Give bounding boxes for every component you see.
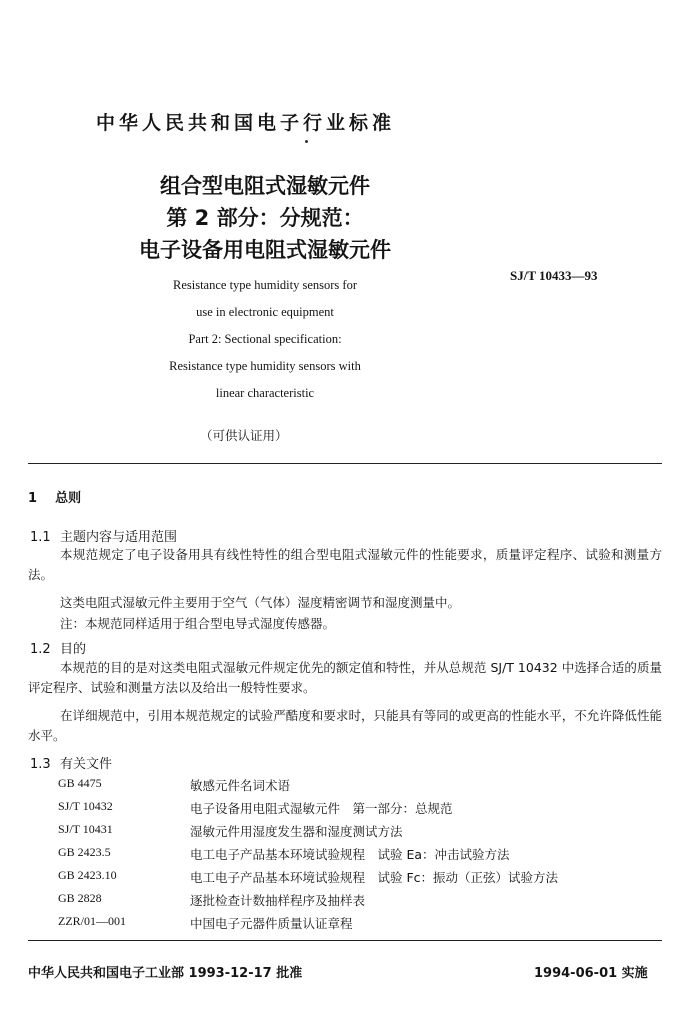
clause-1-1-heading <box>30 526 177 545</box>
clause-1-2-para2 <box>28 706 662 746</box>
paragraph-text: 本规范规定了电子设备用具有线性特性的组合型电阻式湿敏元件的性能要求，质量评定程序、试验和测量方法。 <box>28 547 662 582</box>
ref-title: 逐批检查计数抽样程序及抽样表 <box>190 893 366 908</box>
title-cn-line1: 组合型电阻式湿敏元件 <box>160 174 370 198</box>
implementation-date: 1994-06-01 实施 <box>534 966 648 981</box>
header-rule <box>28 463 662 464</box>
ref-code: ZZR/01—001 <box>58 914 126 928</box>
title-en-line4: Resistance type humidity sensors with <box>169 359 361 373</box>
clause-1-2-para1 <box>28 658 662 698</box>
clause-1-1-para2: 这类电阻式湿敏元件主要用于空气（气体）湿度精密调节和湿度测量中。 <box>60 595 461 610</box>
clause-number: 1.1 <box>30 530 51 545</box>
section-title: 总则 <box>55 491 82 506</box>
ref-code: SJ/T 10431 <box>58 822 113 836</box>
clause-1-2-heading <box>30 638 86 657</box>
ref-title: 敏感元件名词术语 <box>190 778 291 793</box>
clause-1-1-para1 <box>28 545 662 585</box>
ref-title: 电工电子产品基本环境试验规程 试验 Ea：冲击试验方法 <box>190 847 510 862</box>
ref-title: 电工电子产品基本环境试验规程 试验 Fc：振动（正弦）试验方法 <box>190 870 559 885</box>
clause-number: 1.3 <box>30 757 51 772</box>
title-en-line5: linear characteristic <box>215 386 315 400</box>
title-en-line1: Resistance type humidity sensors for <box>173 278 357 292</box>
section-number: 1 <box>28 491 38 506</box>
standard-number: SJ/T 10433—93 <box>510 268 598 283</box>
footer-rule <box>28 940 662 941</box>
ref-title: 中国电子元器件质量认证章程 <box>190 916 353 931</box>
issuing-authority: 中华人民共和国电子行业标准 <box>96 112 396 134</box>
clause-title: 有关文件 <box>60 757 113 772</box>
ref-code: GB 2423.10 <box>58 868 117 882</box>
approval-line: 中华人民共和国电子工业部 1993-12-17 批准 <box>28 966 303 981</box>
paragraph-text: 在详细规范中，引用本规范规定的试验严酷度和要求时，只能具有等同的或更高的性能水平，不允许降低性能水平。 <box>28 708 662 743</box>
decorative-dot <box>305 140 308 143</box>
ref-title: 湿敏元件用湿度发生器和湿度测试方法 <box>190 824 403 839</box>
paragraph-text: 本规范的目的是对这类电阻式湿敏元件规定优先的额定值和特性，并从总规范 SJ/T 10432 中选择合适的质量评定程序、试验和测量方法以及给出一般特性要求。 <box>28 660 662 695</box>
ref-code: GB 4475 <box>58 776 102 790</box>
clause-1-1-note: 注：本规范同样适用于组合型电导式湿度传感器。 <box>60 616 336 631</box>
ref-code: GB 2828 <box>58 891 102 905</box>
ref-title: 电子设备用电阻式湿敏元件 第一部分：总规范 <box>190 801 453 816</box>
ref-code: SJ/T 10432 <box>58 799 113 813</box>
title-en-line3: Part 2: Sectional specification: <box>188 332 342 346</box>
clause-title: 主题内容与适用范围 <box>60 530 178 545</box>
ref-code: GB 2423.5 <box>58 845 111 859</box>
title-cn-line2: 第 2 部分：分规范： <box>166 206 364 230</box>
clause-title: 目的 <box>60 642 87 657</box>
certification-note: （可供认证用） <box>200 428 288 443</box>
clause-1-3-heading <box>30 753 112 772</box>
clause-number: 1.2 <box>30 642 51 657</box>
title-en-line2: use in electronic equipment <box>196 305 334 319</box>
section-heading <box>28 487 81 506</box>
title-cn-line3: 电子设备用电阻式湿敏元件 <box>139 238 391 262</box>
